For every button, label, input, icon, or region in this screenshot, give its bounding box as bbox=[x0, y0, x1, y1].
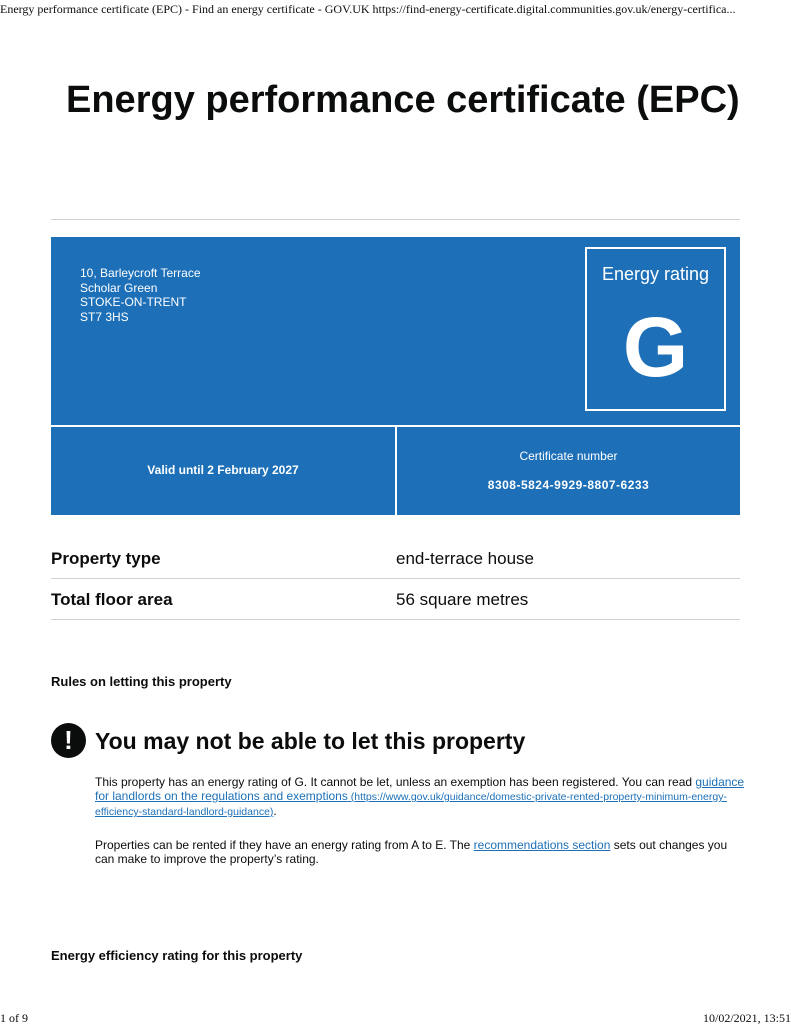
property-type-label: Property type bbox=[51, 549, 161, 568]
print-header: Energy performance certificate (EPC) - Find an energy certificate - GOV.UK https://find-energy-certificate.digital.communities.gov.uk/energy-certifica... bbox=[0, 2, 736, 16]
recommendations-link[interactable]: recommendations section bbox=[473, 838, 611, 852]
letting-text: This property has an energy rating of G. It cannot be let, unless an exemption has been registered. You can read bbox=[95, 775, 696, 789]
landlord-guidance-link[interactable]: guidance for landlords on the regulations and exemptions bbox=[95, 775, 745, 803]
box-divider bbox=[395, 425, 397, 515]
certificate-number: 8308-5824-9929-8807-6233 bbox=[487, 478, 650, 492]
certificate-number-label: Certificate number bbox=[519, 449, 618, 463]
energy-rating-box bbox=[585, 247, 726, 411]
valid-until: Valid until 2 February 2027 bbox=[147, 463, 299, 477]
rental-paragraph bbox=[95, 838, 745, 866]
rules-heading: Rules on letting this property bbox=[51, 674, 232, 689]
rental-text: Properties can be rented if they have an energy rating from A to E. The bbox=[95, 838, 474, 852]
address-line: STOKE-ON-TRENT bbox=[80, 295, 187, 309]
energy-rating-label: Energy rating bbox=[601, 264, 710, 284]
page-number: 1 of 9 bbox=[0, 1011, 28, 1025]
page-title: Energy performance certificate (EPC) bbox=[66, 79, 740, 121]
address-line: ST7 3HS bbox=[80, 309, 129, 324]
property-type-value: end-terrace house bbox=[396, 549, 534, 568]
floor-area-label: Total floor area bbox=[51, 590, 173, 609]
property-type-row bbox=[51, 538, 740, 578]
floor-area-value: 56 square metres bbox=[396, 590, 529, 609]
letting-paragraph bbox=[95, 775, 745, 819]
address-line: Scholar Green bbox=[80, 280, 158, 295]
floor-area-row bbox=[51, 579, 740, 619]
letting-text-end: . bbox=[273, 804, 277, 818]
landlord-guidance-url[interactable]: (https://www.gov.uk/guidance/domestic-private-rented-property-minimum-energy-efficiency-standard-landlord-guidance) bbox=[95, 791, 727, 818]
efficiency-heading: Energy efficiency rating for this property bbox=[51, 948, 303, 963]
row-divider bbox=[51, 619, 740, 620]
property-address bbox=[80, 266, 201, 324]
energy-rating-letter: G bbox=[622, 300, 689, 394]
warning-icon: ! bbox=[51, 723, 86, 758]
address-line: 10, Barleycroft Terrace bbox=[80, 266, 201, 280]
rental-text-end: sets out changes you can make to improve the property’s rating. bbox=[95, 838, 728, 866]
print-datetime: 10/02/2021, 13:51 bbox=[702, 1011, 791, 1025]
title-divider bbox=[51, 219, 740, 220]
epc-summary-box bbox=[51, 237, 740, 515]
warning-title: You may not be able to let this property bbox=[95, 728, 526, 754]
